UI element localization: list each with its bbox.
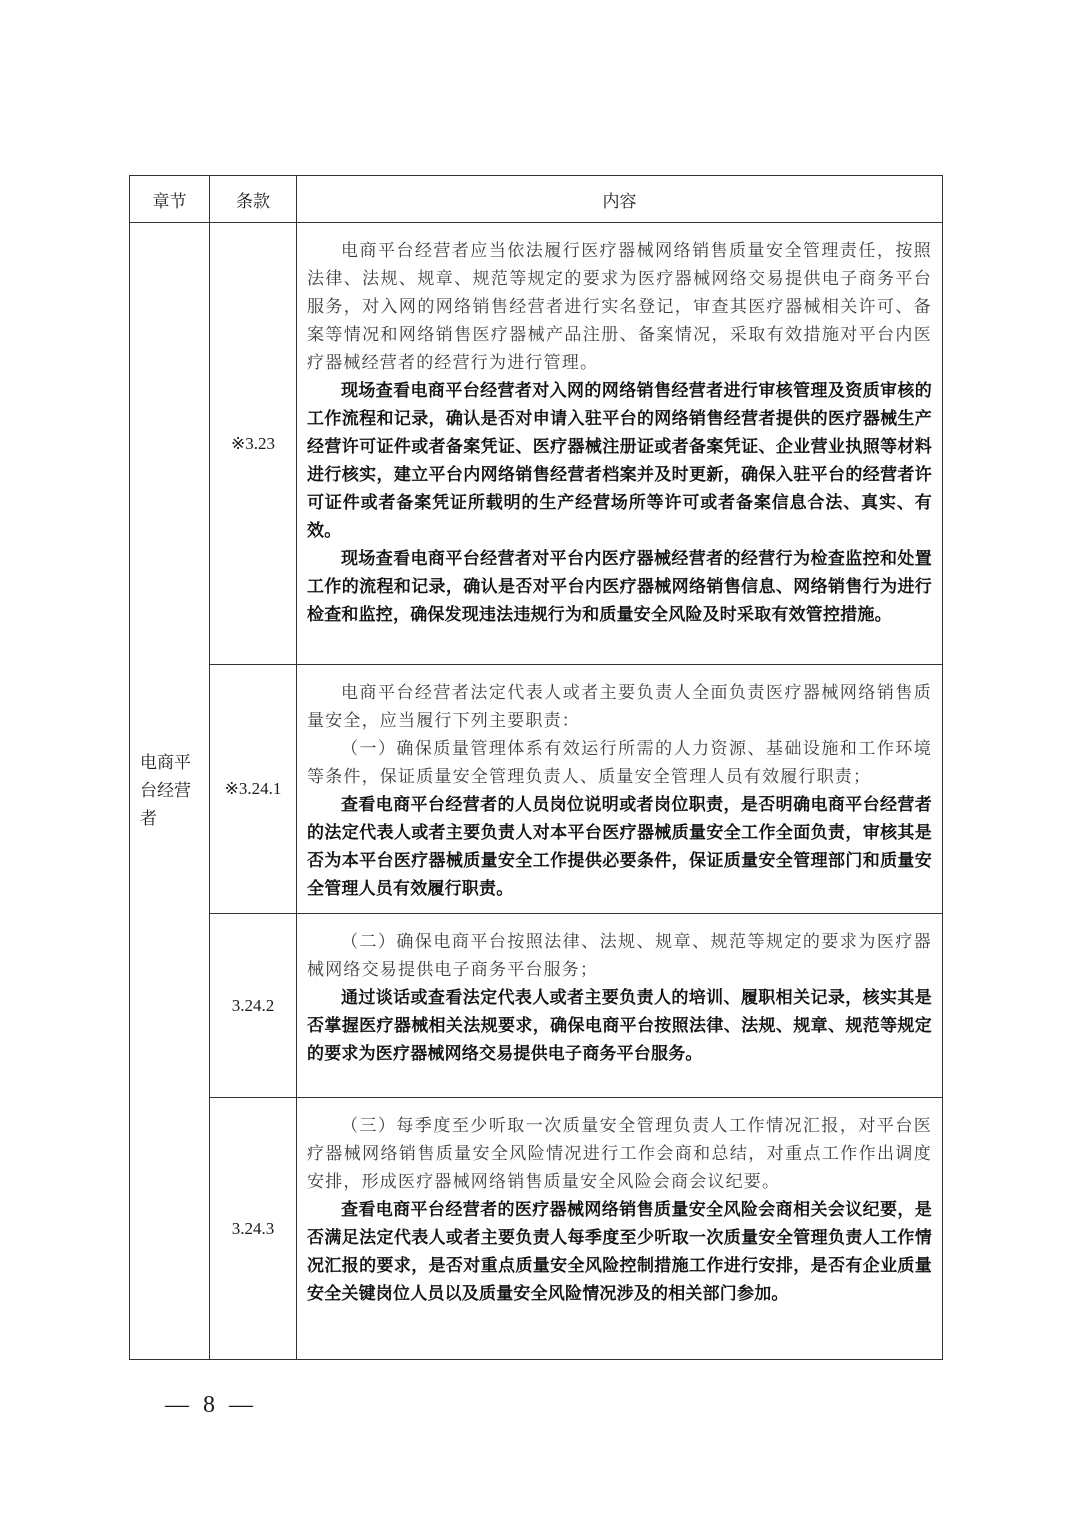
clause-cell: ※3.24.1: [210, 665, 297, 914]
table-row: [130, 665, 943, 914]
header-chapter: 章节: [130, 176, 210, 223]
inspection-table: [129, 175, 943, 1360]
content-cell: [297, 223, 943, 665]
content-cell: [297, 914, 943, 1098]
chapter-cell: 电商平台经营者: [130, 223, 210, 1360]
content-cell: [297, 665, 943, 914]
check-method-text: 查看电商平台经营者的医疗器械网络销售质量安全风险会商相关会议纪要，是否满足法定代表人或者主要负责人每季度至少听取一次质量安全管理负责人工作情况汇报的要求，是否对重点质量安全风险控制措施工作进行安排，是否有企业质量安全关键岗位人员以及质量安全风险情况涉及的相关部门参加。: [307, 1200, 932, 1304]
table-row: [130, 914, 943, 1098]
check-method-text: 查看电商平台经营者的人员岗位说明或者岗位职责，是否明确电商平台经营者的法定代表人或者主要负责人对本平台医疗器械质量安全工作全面负责，审核其是否为本平台医疗器械质量安全工作提供必要条件，保证质量安全管理部门和质量安全管理人员有效履行职责。: [307, 795, 932, 899]
clause-cell: 3.24.2: [210, 914, 297, 1098]
requirement-text: （一）确保质量管理体系有效运行所需的人力资源、基础设施和工作环境等条件，保证质量安全管理负责人、质量安全管理人员有效履行职责；: [307, 739, 932, 787]
clause-cell: ※3.23: [210, 223, 297, 665]
requirement-text: 电商平台经营者法定代表人或者主要负责人全面负责医疗器械网络销售质量安全，应当履行下列主要职责：: [307, 683, 932, 731]
requirement-text: （三）每季度至少听取一次质量安全管理负责人工作情况汇报，对平台医疗器械网络销售质量安全风险情况进行工作会商和总结，对重点工作作出调度安排，形成医疗器械网络销售质量安全风险会商会议纪要。: [307, 1116, 932, 1192]
table-header-row: [130, 176, 943, 223]
requirement-text: （二）确保电商平台按照法律、法规、规章、规范等规定的要求为医疗器械网络交易提供电子商务平台服务；: [307, 932, 932, 980]
check-method-text: 现场查看电商平台经营者对入网的网络销售经营者进行审核管理及资质审核的工作流程和记录，确认是否对申请入驻平台的网络销售经营者提供的医疗器械生产经营许可证件或者备案凭证、医疗器械注册证或者备案凭证、企业营业执照等材料进行核实，建立平台内网络销售经营者档案并及时更新，确保入驻平台的经营者许可证件或者备案凭证所载明的生产经营场所等许可或者备案信息合法、真实、有效。: [307, 381, 932, 541]
check-method-text: 通过谈话或查看法定代表人或者主要负责人的培训、履职相关记录，核实其是否掌握医疗器械相关法规要求，确保电商平台按照法律、法规、规章、规范等规定的要求为医疗器械网络交易提供电子商务平台服务。: [307, 988, 932, 1064]
clause-cell: 3.24.3: [210, 1098, 297, 1360]
header-content: 内容: [297, 176, 943, 223]
table-row: [130, 1098, 943, 1360]
requirement-text: 电商平台经营者应当依法履行医疗器械网络销售质量安全管理责任，按照法律、法规、规章、规范等规定的要求为医疗器械网络交易提供电子商务平台服务，对入网的网络销售经营者进行实名登记，审查其医疗器械相关许可、备案等情况和网络销售医疗器械产品注册、备案情况，采取有效措施对平台内医疗器械经营者的经营行为进行管理。: [307, 241, 932, 373]
page-number: — 8 —: [165, 1392, 257, 1418]
header-clause: 条款: [210, 176, 297, 223]
content-cell: [297, 1098, 943, 1360]
table-row: [130, 223, 943, 665]
check-method-text: 现场查看电商平台经营者对平台内医疗器械经营者的经营行为检查监控和处置工作的流程和记录，确认是否对平台内医疗器械网络销售信息、网络销售行为进行检查和监控，确保发现违法违规行为和质量安全风险及时采取有效管控措施。: [307, 549, 932, 625]
